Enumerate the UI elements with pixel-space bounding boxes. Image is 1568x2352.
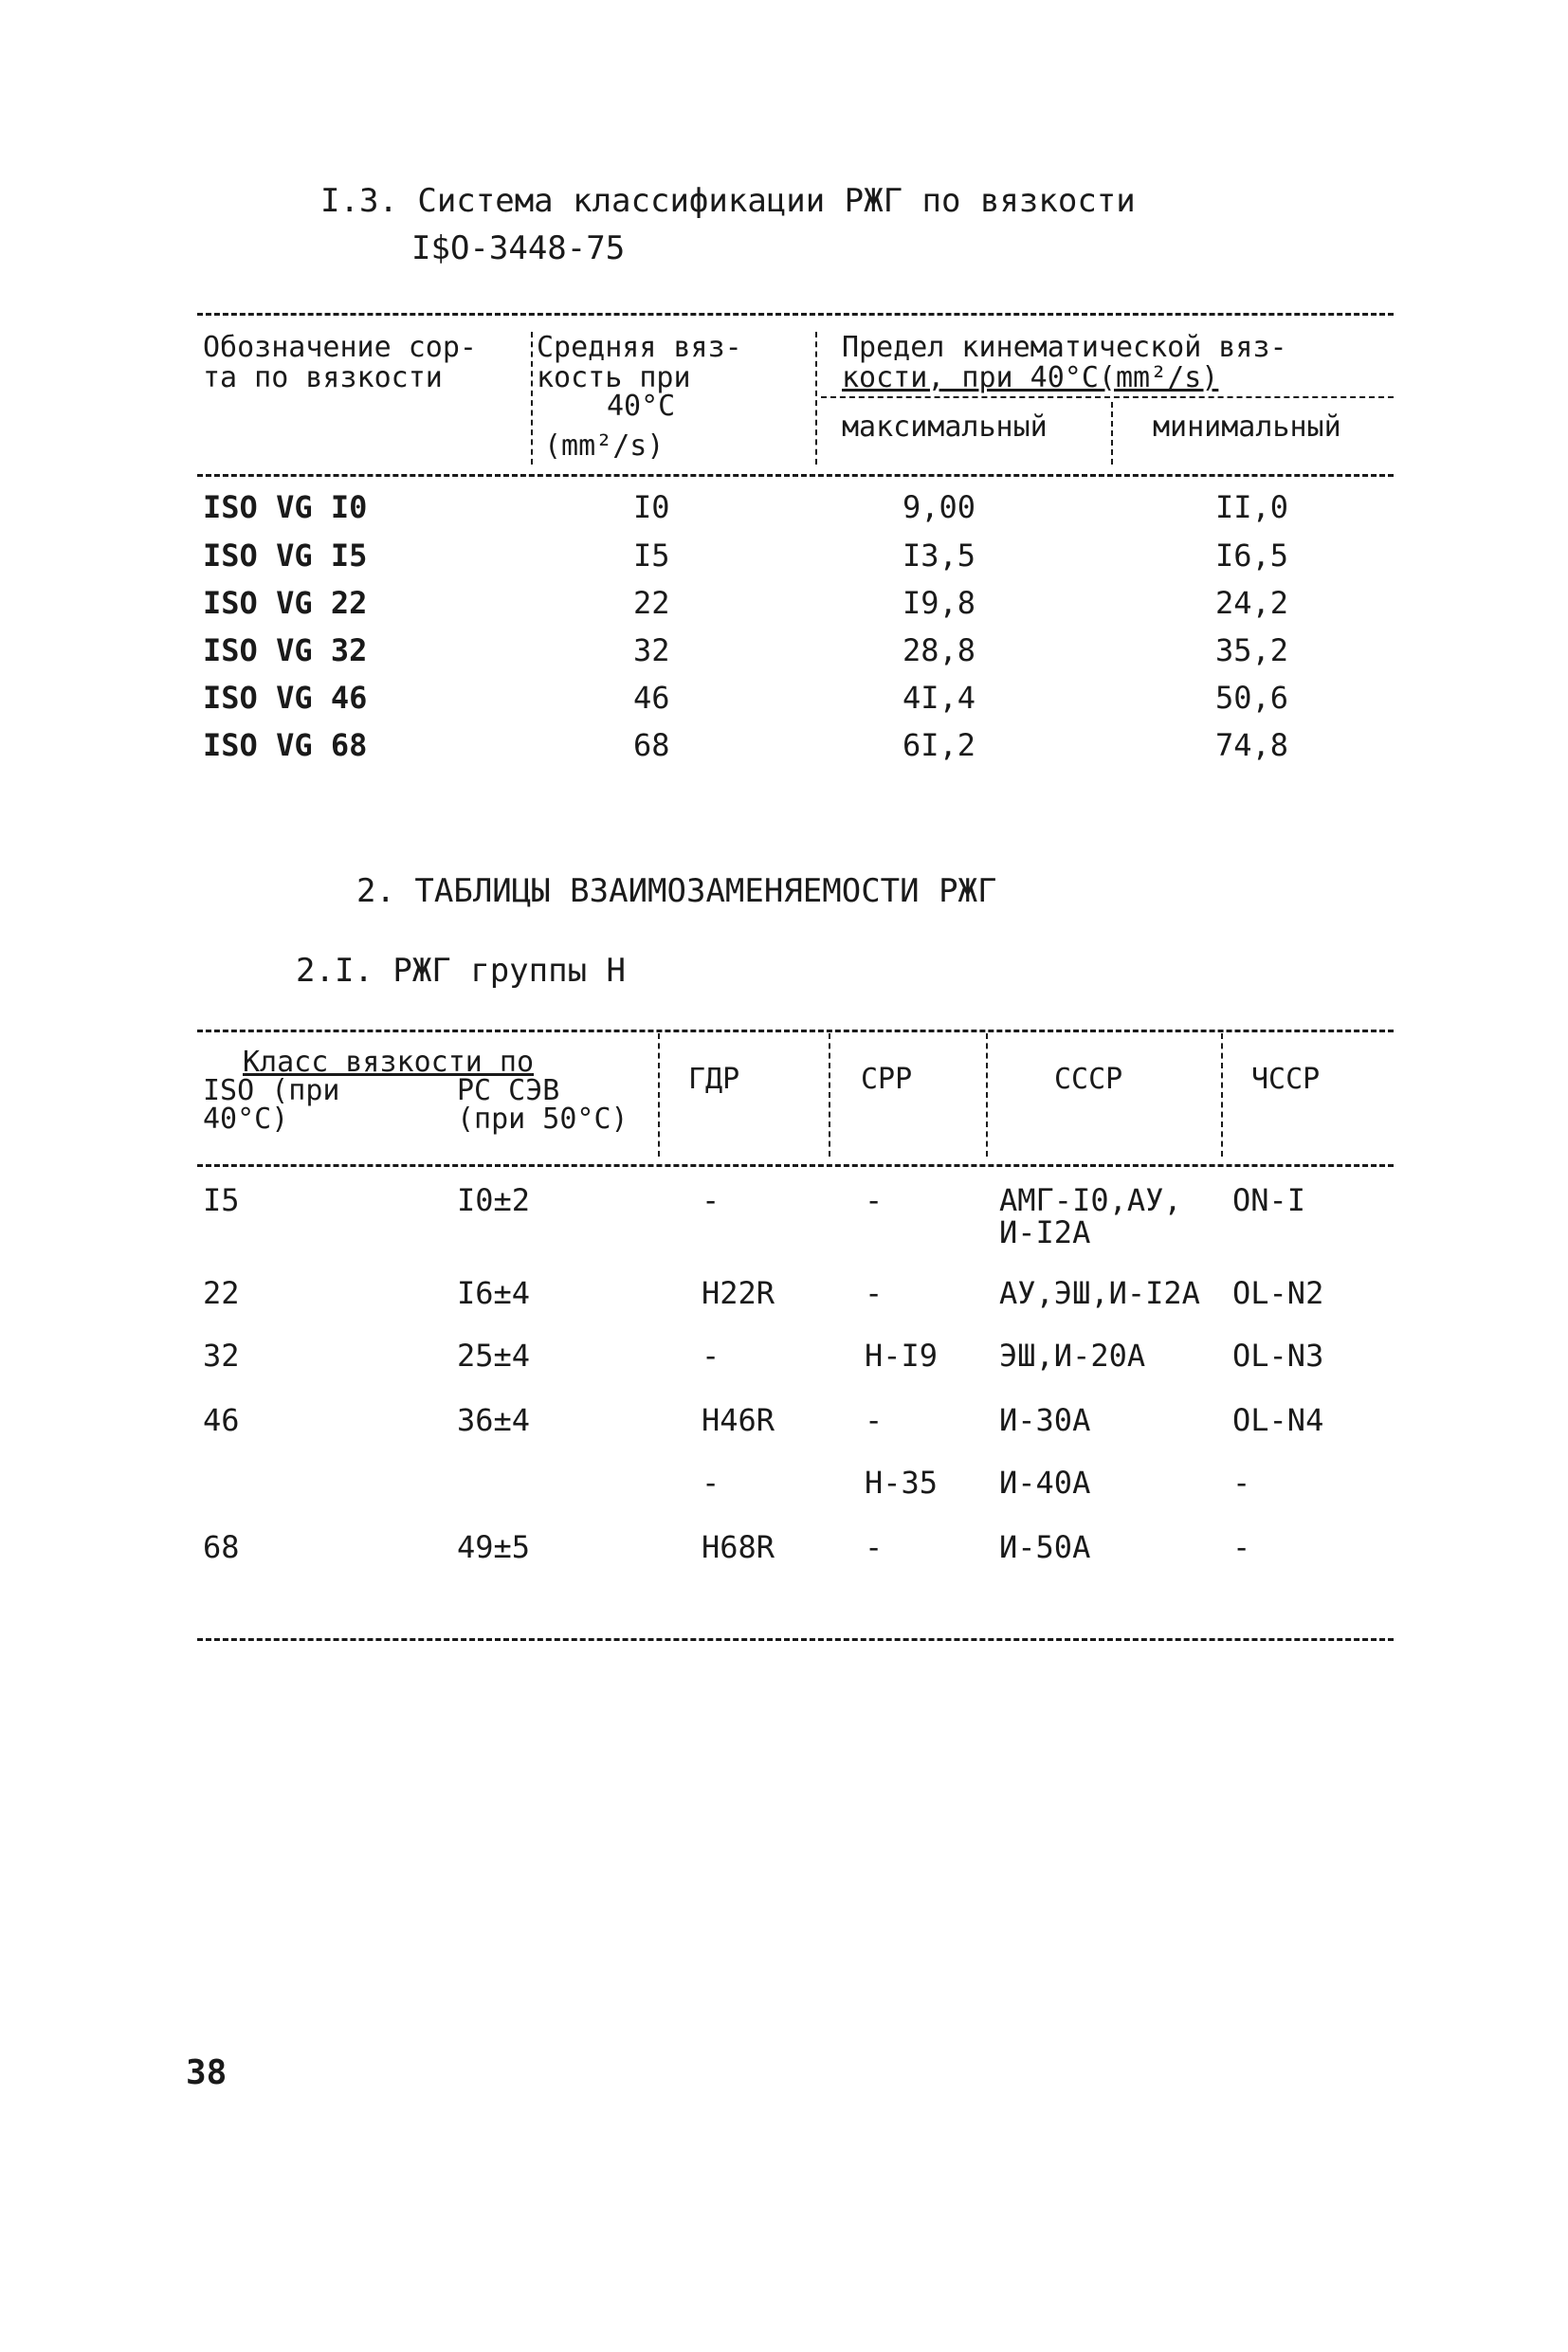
row-max: 4I,4 [903, 680, 976, 716]
row-grade: ISO VG I0 [203, 489, 368, 525]
row-min: 35,2 [1215, 632, 1289, 668]
row-gdr: - [702, 1465, 720, 1501]
header-ussr: СССР [1054, 1063, 1123, 1096]
header-class-group: Класс вязкости по [243, 1046, 535, 1079]
row-srr: H-35 [865, 1465, 939, 1501]
row-max: 28,8 [903, 632, 976, 668]
header-limit-line1: Предел кинематической вяз- [842, 331, 1287, 364]
row-srr: H-I9 [865, 1338, 939, 1374]
row-rs: 25±4 [457, 1338, 531, 1374]
row-cssr: - [1232, 1529, 1251, 1565]
header-grade-line2: та по вязкости [203, 361, 443, 394]
row-grade: ISO VG I5 [203, 538, 368, 574]
header-mean-line1: Средняя вяз- [537, 331, 742, 364]
row-mean: 46 [633, 680, 670, 716]
row-cssr: ON-I [1232, 1182, 1306, 1218]
row-ussr: И-50А [999, 1529, 1091, 1565]
header-mean-line3: 40°C [607, 390, 676, 423]
row-mean: 22 [633, 585, 670, 621]
row-mean: I0 [633, 489, 670, 525]
row-iso: 32 [203, 1338, 240, 1374]
row-min: 24,2 [1215, 585, 1289, 621]
section-1-3-subtitle: I$O-3448-75 [411, 229, 626, 267]
row-grade: ISO VG 68 [203, 727, 368, 763]
page-number: 38 [186, 2053, 228, 2092]
row-srr: - [865, 1275, 884, 1311]
row-max: 9,00 [903, 489, 976, 525]
row-gdr: H22R [702, 1275, 775, 1311]
table-rule [197, 1030, 1394, 1032]
row-cssr: OL-N3 [1232, 1338, 1324, 1374]
row-ussr: ЭШ,И-20А [999, 1338, 1146, 1374]
row-cssr: OL-N2 [1232, 1275, 1324, 1311]
column-divider [1221, 1033, 1223, 1157]
column-divider [815, 332, 817, 465]
row-min: 50,6 [1215, 680, 1289, 716]
row-rs: I6±4 [457, 1275, 531, 1311]
row-min: I6,5 [1215, 538, 1289, 574]
row-mean: 32 [633, 632, 670, 668]
header-grade-line1: Обозначение сор- [203, 331, 477, 364]
row-gdr: - [702, 1182, 720, 1218]
header-rs-line2: (при 50°C) [457, 1103, 629, 1136]
row-gdr: H68R [702, 1529, 775, 1565]
table-rule [197, 474, 1394, 477]
table-rule [197, 1638, 1394, 1641]
header-iso-line2: 40°C) [203, 1103, 289, 1136]
row-min: II,0 [1215, 489, 1289, 525]
column-divider [829, 1033, 830, 1157]
row-max: 6I,2 [903, 727, 976, 763]
header-gdr: ГДР [688, 1063, 740, 1096]
section-2-1-title: 2.I. РЖГ группы H [296, 952, 626, 990]
header-min: минимальный [1153, 410, 1341, 444]
header-mean-line2: кость при [537, 361, 691, 394]
header-srr: СРР [861, 1063, 913, 1096]
row-iso: 68 [203, 1529, 240, 1565]
row-cssr: - [1232, 1465, 1251, 1501]
row-min: 74,8 [1215, 727, 1289, 763]
header-cssr: ЧССР [1251, 1063, 1321, 1096]
row-ussr: АУ,ЭШ,И-I2А [999, 1275, 1200, 1311]
row-srr: - [865, 1529, 884, 1565]
header-limit-rule [821, 396, 1394, 398]
row-grade: ISO VG 22 [203, 585, 368, 621]
row-gdr: H46R [702, 1402, 775, 1438]
header-limit-line2: кости, при 40°C(mm²/s) [842, 361, 1219, 394]
row-grade: ISO VG 32 [203, 632, 368, 668]
row-rs: I0±2 [457, 1182, 531, 1218]
row-rs: 36±4 [457, 1402, 531, 1438]
row-mean: I5 [633, 538, 670, 574]
column-divider [531, 332, 533, 465]
row-srr: - [865, 1402, 884, 1438]
table-rule [197, 313, 1394, 316]
row-mean: 68 [633, 727, 670, 763]
row-grade: ISO VG 46 [203, 680, 368, 716]
row-cssr: OL-N4 [1232, 1402, 1324, 1438]
header-iso-line1: ISO (при [203, 1074, 340, 1107]
section-2-title: 2. ТАБЛИЦЫ ВЗАИМОЗАМЕНЯЕМОСТИ РЖГ [356, 872, 997, 910]
row-iso: 22 [203, 1275, 240, 1311]
column-divider [986, 1033, 988, 1157]
row-ussr-continued: И-I2А [999, 1214, 1091, 1250]
row-ussr: АМГ-I0,АУ, [999, 1182, 1182, 1218]
column-divider [658, 1033, 660, 1157]
row-iso: I5 [203, 1182, 240, 1218]
row-max: I9,8 [903, 585, 976, 621]
table-rule [197, 1164, 1394, 1167]
row-rs: 49±5 [457, 1529, 531, 1565]
row-ussr: И-40А [999, 1465, 1091, 1501]
section-1-3-title: I.3. Система классификации РЖГ по вязкости [320, 182, 1136, 220]
row-gdr: - [702, 1338, 720, 1374]
header-rs-line1: PC СЭВ [457, 1074, 560, 1107]
row-max: I3,5 [903, 538, 976, 574]
column-divider [1111, 402, 1113, 465]
row-ussr: И-30А [999, 1402, 1091, 1438]
row-srr: - [865, 1182, 884, 1218]
header-mean-line4: (mm²/s) [544, 429, 665, 463]
header-max: максимальный [842, 410, 1048, 444]
row-iso: 46 [203, 1402, 240, 1438]
